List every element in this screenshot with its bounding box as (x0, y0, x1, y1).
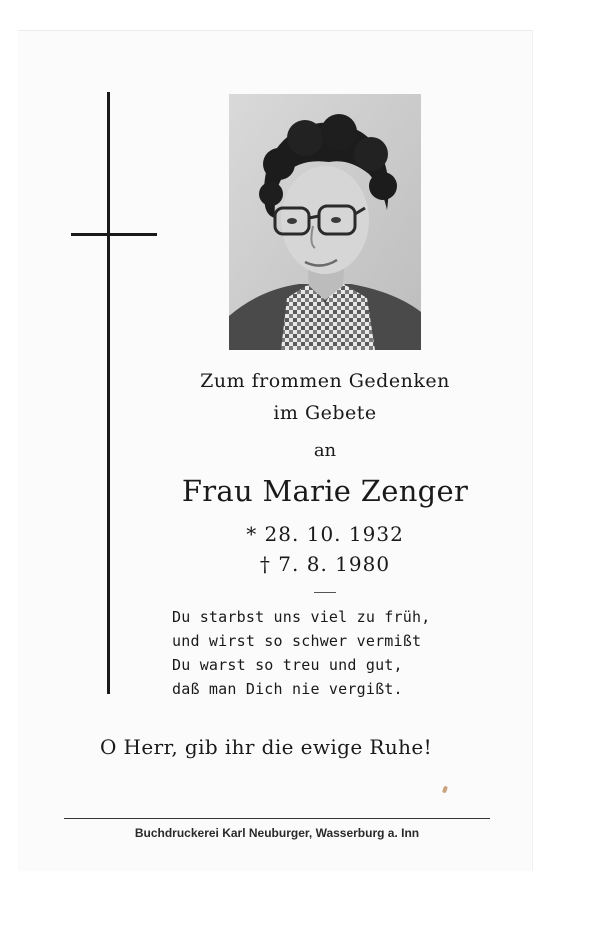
divider (314, 592, 336, 593)
verse-line-3: Du warst so treu und gut, (172, 656, 403, 674)
cross-bar (71, 233, 157, 236)
heading-line-1: Zum frommen Gedenken (200, 370, 450, 392)
death-date: † 7. 8. 1980 (259, 552, 391, 576)
prayer-text: O Herr, gib ihr die ewige Ruhe! (100, 735, 433, 759)
deceased-name: Frau Marie Zenger (181, 474, 469, 508)
portrait-illustration (229, 94, 421, 350)
portrait-photo (229, 94, 421, 350)
heading-line-2: im Gebete (273, 402, 377, 424)
heading-an: an (313, 440, 337, 461)
verse-line-1: Du starbst uns viel zu früh, (172, 608, 431, 626)
birth-date: * 28. 10. 1932 (246, 522, 404, 546)
printer-credit: Buchdruckerei Karl Neuburger, Wasserburg a. Inn (134, 826, 420, 840)
footer-rule (64, 818, 490, 819)
verse-line-2: und wirst so schwer vermißt (172, 632, 422, 650)
cross-icon (107, 92, 110, 694)
verse-line-4: daß man Dich nie vergißt. (172, 680, 403, 698)
